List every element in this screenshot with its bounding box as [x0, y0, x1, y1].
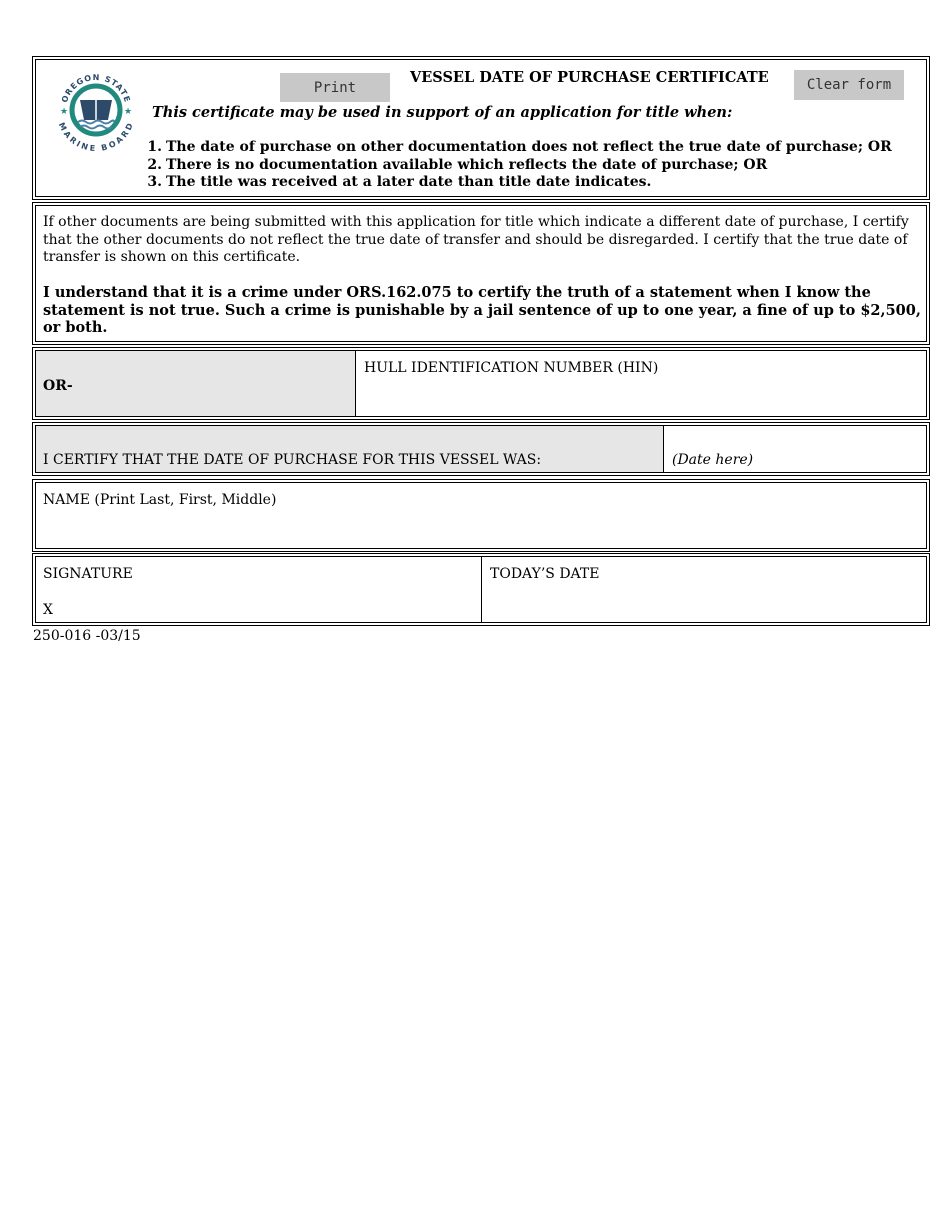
hin-field[interactable]	[356, 351, 926, 416]
todays-date-field[interactable]	[482, 557, 926, 622]
print-button[interactable]: Print	[280, 73, 390, 102]
crime-warning: I understand that it is a crime under ORS.162.075 to certify the truth of a statement when I know the statement is not true. Such a crime is punishable by a jail sentence of up to one year, a fine of up to $2,500, or both.	[43, 284, 921, 336]
or-label: OR-	[43, 378, 73, 394]
signature-mark: X	[43, 602, 53, 618]
svg-text:★: ★	[124, 107, 133, 117]
svg-text:★: ★	[60, 107, 69, 117]
clear-form-button[interactable]: Clear form	[794, 70, 904, 100]
certify-label: I CERTIFY THAT THE DATE OF PURCHASE FOR THIS VESSEL WAS:	[43, 452, 542, 468]
oregon-state-marine-board-logo	[44, 62, 148, 157]
hin-label: HULL IDENTIFICATION NUMBER (HIN)	[364, 360, 659, 376]
purchase-date-row	[35, 425, 927, 473]
svg-text:MARINE BOARD: MARINE BOARD	[56, 121, 136, 154]
purchase-date-field[interactable]	[664, 426, 926, 472]
signature-field[interactable]	[36, 557, 482, 622]
certification-paragraph: If other documents are being submitted with this application for title which indicate a different date of purchase, I certify that the other documents do not reflect the true date of transfer and should be disregarded. I certify that the true date of transfer is shown on this certificate.	[43, 214, 909, 265]
conditions-list	[140, 139, 892, 192]
certify-cell	[36, 426, 664, 472]
condition-item: 1. The date of purchase on other documentation does not reflect the true date of purchase; OR	[147, 139, 892, 155]
signature-label: SIGNATURE	[43, 566, 133, 582]
hin-row	[35, 350, 927, 417]
svg-text:OREGON STATE: OREGON STATE	[59, 72, 133, 104]
todays-date-label: TODAY’S DATE	[490, 566, 600, 582]
header-box	[35, 59, 927, 197]
date-placeholder: (Date here)	[672, 452, 754, 468]
name-label: NAME (Print Last, First, Middle)	[43, 492, 277, 508]
condition-item: 2. There is no documentation available which reflects the date of purchase; OR	[147, 156, 768, 173]
condition-item: 3. The title was received at a later date than title date indicates.	[147, 174, 652, 190]
header-subtitle: This certificate may be used in support of an application for title when:	[152, 104, 733, 121]
certification-box	[35, 205, 927, 342]
name-row[interactable]	[35, 482, 927, 549]
form-number: 250-016 -03/15	[33, 628, 141, 644]
or-cell	[36, 351, 356, 416]
signature-row	[35, 556, 927, 623]
form-title: VESSEL DATE OF PURCHASE CERTIFICATE	[410, 69, 769, 86]
